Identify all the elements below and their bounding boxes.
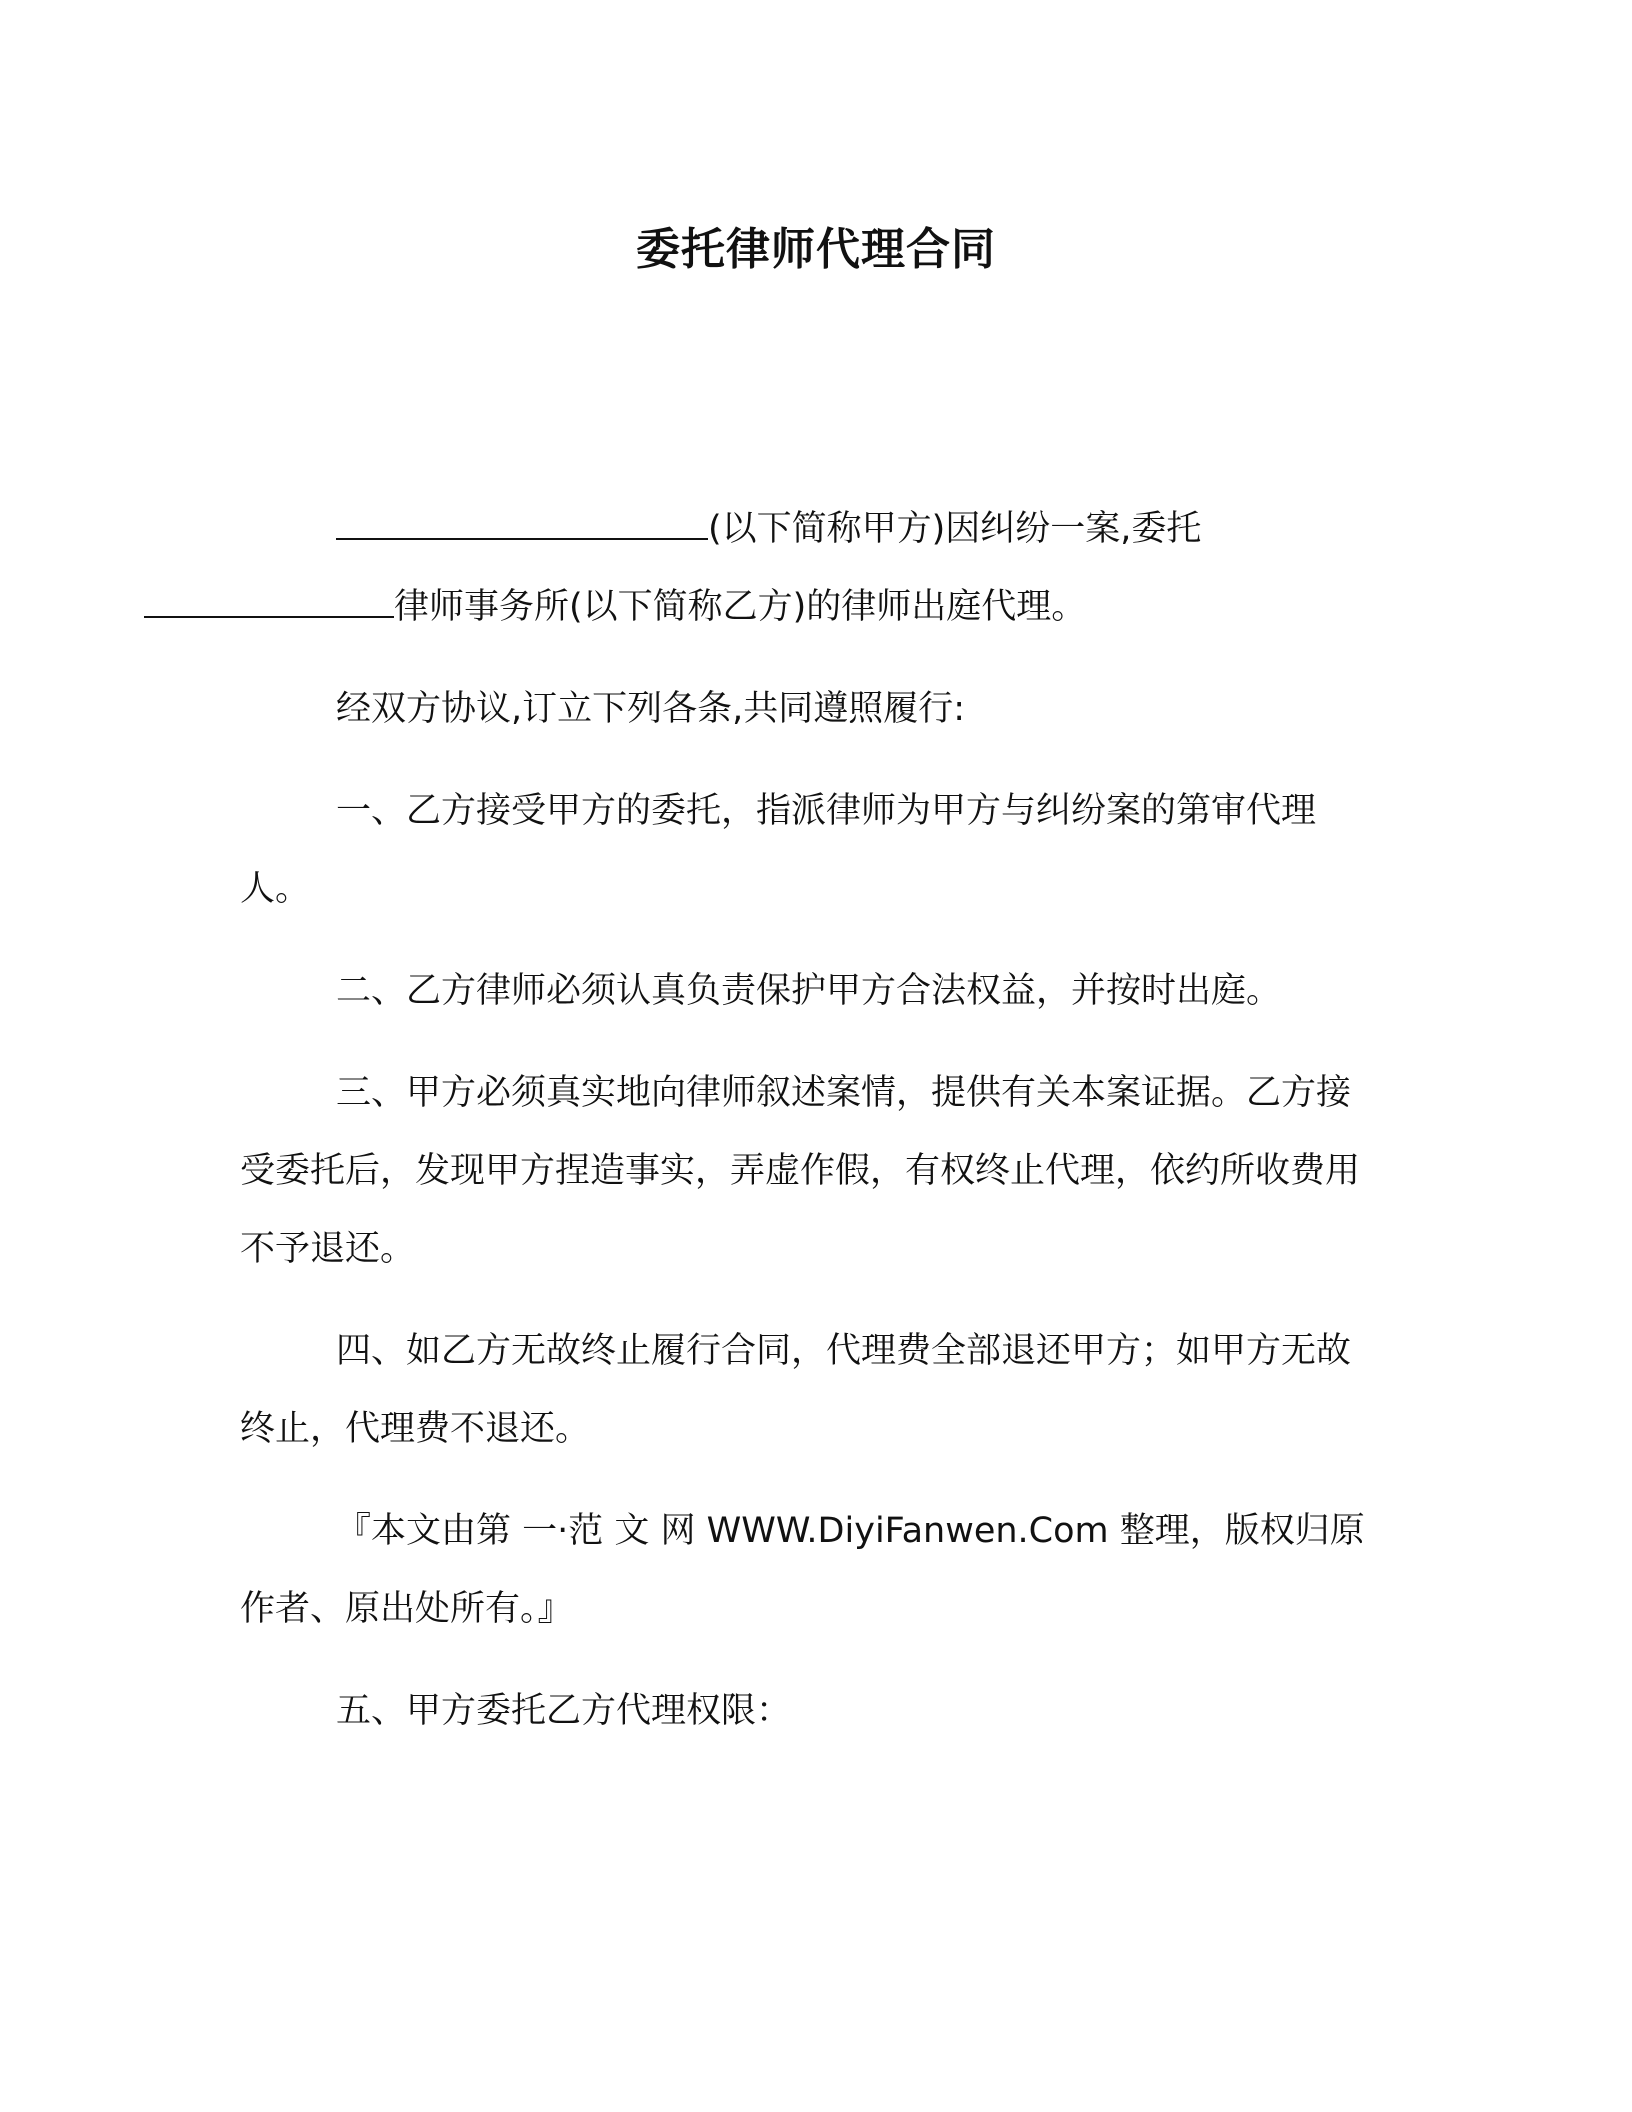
- clause-4: 四、如乙方无故终止履行合同，代理费全部退还甲方；如甲方无故终止，代理费不退还。: [240, 1331, 1352, 1449]
- source-note: 『本文由第 一·范 文 网 WWW.DiyiFanwen.Com 整理，版权归原作者、原出处所有。』: [240, 1511, 1365, 1629]
- law-firm-blank: [144, 586, 394, 618]
- document-title: 委托律师代理合同: [636, 224, 996, 275]
- intro-paragraph: [240, 490, 1380, 646]
- intro-line1-text: (以下简称甲方)因纠纷一案,委托: [708, 509, 1202, 549]
- agreement-paragraph: 经双方协议,订立下列各条,共同遵照履行:: [336, 689, 966, 729]
- party-a-blank: [336, 508, 708, 540]
- clause-1: 一、乙方接受甲方的委托，指派律师为甲方与纠纷案的第审代理人。: [240, 791, 1317, 909]
- clause-3: 三、甲方必须真实地向律师叙述案情，提供有关本案证据。乙方接受委托后，发现甲方捏造事实，弄虚作假，有权终止代理，依约所收费用不予退还。: [240, 1073, 1361, 1269]
- clause-2: 二、乙方律师必须认真负责保护甲方合法权益，并按时出庭。: [336, 971, 1282, 1011]
- intro-line2-text: 律师事务所(以下简称乙方)的律师出庭代理。: [394, 587, 1087, 627]
- document-body: [240, 490, 1380, 1774]
- clause-5: 五、甲方委托乙方代理权限：: [336, 1691, 792, 1731]
